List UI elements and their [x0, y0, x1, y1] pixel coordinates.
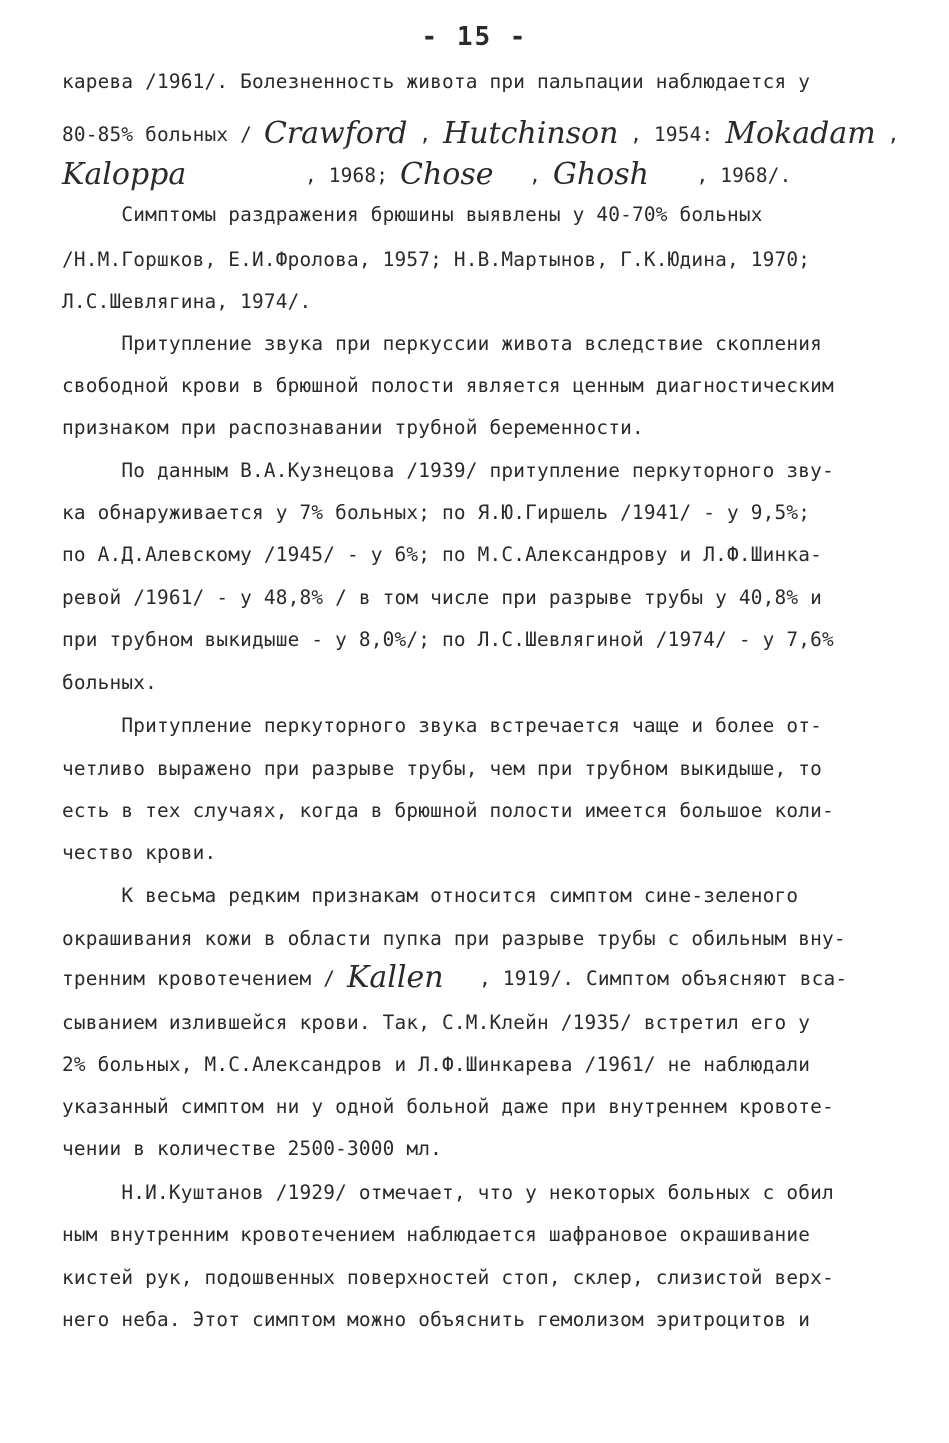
typed-text: карева /1961/. Болезненность живота при пальпации наблюдается у	[62, 70, 811, 93]
typed-text: свободной крови в брюшной полости является ценным диагностическим	[62, 374, 834, 397]
text-line	[62, 1183, 834, 1202]
typed-text: , 1968;	[186, 164, 400, 187]
text-line	[62, 116, 900, 151]
text-line	[62, 673, 157, 692]
typed-text: Л.С.Шевлягина, 1974/.	[62, 290, 312, 313]
page-number: - 15 -	[421, 22, 528, 52]
typed-text: К весьма редким признакам относится симптом сине-зеленого	[62, 884, 799, 907]
handwritten-name: Mokadam	[725, 116, 876, 151]
typed-text: 80-85% больных /	[62, 123, 264, 146]
typed-text: ,	[875, 123, 900, 146]
text-line	[62, 376, 834, 395]
typed-text: тренним кровотечением /	[62, 967, 347, 990]
text-line	[62, 503, 810, 522]
typed-text: Притупление звука при перкуссии живота вследствие скопления	[62, 332, 822, 355]
text-line	[62, 334, 822, 353]
text-line	[62, 157, 792, 192]
typed-text: больных.	[62, 671, 157, 694]
typed-text: по А.Д.Алевскому /1945/ - у 6%; по М.С.Александрову и Л.Ф.Шинка-	[62, 543, 822, 566]
handwritten-name: Kallen	[346, 960, 444, 995]
typed-text: Симптомы раздражения брюшины выявлены у 40-70% больных	[62, 203, 763, 226]
typed-text: ным внутренним кровотечением наблюдается шафрановое окрашивание	[62, 1223, 811, 1246]
text-line	[62, 205, 763, 224]
typed-text: , 1919/. Симптом объясняют вса-	[443, 967, 848, 990]
typed-text: , 1968/.	[648, 164, 792, 187]
text-line	[62, 886, 798, 905]
typed-text: чении в количестве 2500-3000 мл.	[62, 1137, 442, 1160]
handwritten-name: Hutchinson	[443, 116, 619, 151]
typed-text: четливо выражено при разрыве трубы, чем при трубном выкидыше, то	[62, 757, 822, 780]
handwritten-name: Kaloppa	[62, 157, 187, 192]
typed-text: /Н.М.Горшков, Е.И.Фролова, 1957; Н.В.Мартынов, Г.К.Юдина, 1970;	[62, 248, 811, 271]
handwritten-name: Ghosh	[552, 157, 649, 192]
text-line	[62, 1225, 810, 1244]
text-line	[62, 292, 311, 311]
typed-text: есть в тех случаях, когда в брюшной полости имеется большое коли-	[62, 799, 834, 822]
typed-text: , 1954:	[618, 123, 726, 146]
text-line	[62, 1055, 810, 1074]
typed-text: По данным В.А.Кузнецова /1939/ притупление перкуторного зву-	[62, 459, 834, 482]
text-line	[62, 759, 822, 778]
text-line	[62, 1097, 834, 1116]
text-line	[62, 545, 822, 564]
typed-text: Притупление перкуторного звука встречается чаще и более от-	[62, 714, 822, 737]
typed-text: кистей рук, подошвенных поверхностей стоп, склер, слизистой верх-	[62, 1266, 834, 1289]
text-line	[62, 1013, 810, 1032]
handwritten-name: Chose	[400, 157, 494, 192]
typed-text: ка обнаруживается у 7% больных; по Я.Ю.Гиршель /1941/ - у 9,5%;	[62, 501, 811, 524]
typed-text: Н.И.Куштанов /1929/ отмечает, что у некоторых больных с обил	[62, 1181, 834, 1204]
typed-text: ,	[407, 123, 444, 146]
text-line	[62, 716, 822, 735]
text-line	[62, 630, 834, 649]
text-line	[62, 1268, 834, 1287]
handwritten-name: Crawford	[263, 116, 408, 151]
text-line	[62, 72, 810, 91]
text-line	[62, 588, 822, 607]
text-line	[62, 418, 644, 437]
text-line	[62, 1310, 810, 1329]
typed-text: ,	[493, 164, 553, 187]
text-line	[62, 461, 834, 480]
typed-text: признаком при распознавании трубной беременности.	[62, 416, 644, 439]
typed-text: ревой /1961/ - у 48,8% / в том числе при разрыве трубы у 40,8% и	[62, 586, 822, 609]
text-line	[62, 960, 848, 995]
text-line	[62, 801, 834, 820]
text-line	[62, 250, 810, 269]
typed-text: 2% больных, М.С.Александров и Л.Ф.Шинкарева /1961/ не наблюдали	[62, 1053, 811, 1076]
typed-text: чество крови.	[62, 841, 217, 864]
typed-text: него неба. Этот симптом можно объяснить гемолизом эритроцитов и	[62, 1308, 811, 1331]
typed-text: окрашивания кожи в области пупка при разрыве трубы с обильным вну-	[62, 927, 846, 950]
typed-text: указанный симптом ни у одной больной даже при внутреннем кровоте-	[62, 1095, 834, 1118]
text-line	[62, 929, 846, 948]
text-line	[62, 843, 216, 862]
typed-text: сыванием излившейся крови. Так, С.М.Клейн /1935/ встретил его у	[62, 1011, 811, 1034]
text-line	[62, 1139, 442, 1158]
typed-text: при трубном выкидыше - у 8,0%/; по Л.С.Шевлягиной /1974/ - у 7,6%	[62, 628, 834, 651]
